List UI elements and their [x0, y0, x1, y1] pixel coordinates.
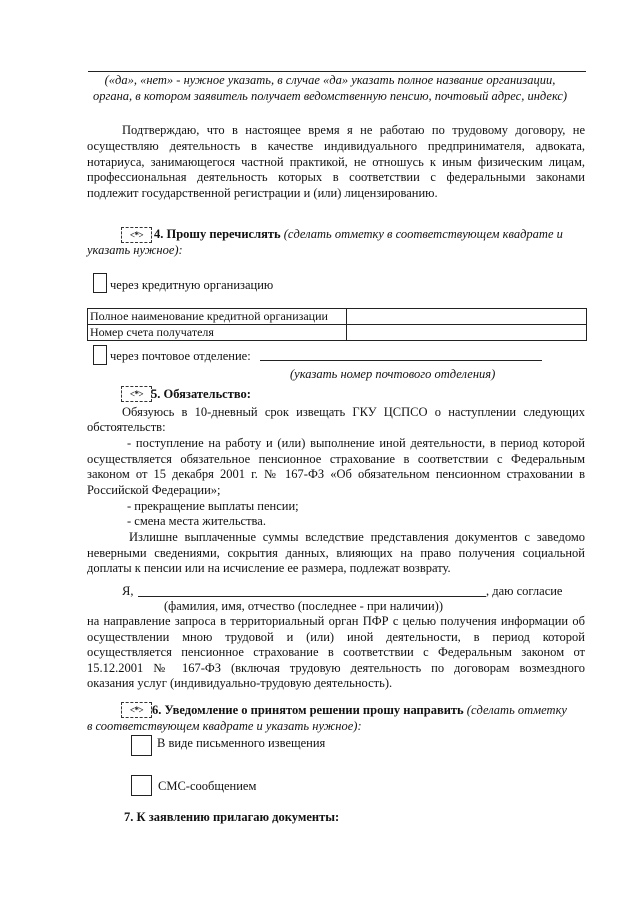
consent-line-5: оказания услуг (индивидуально-трудовую деятельность).	[87, 676, 393, 690]
confirm-line-3: нотариуса, занимающегося частной практикой, не отношусь к иным физическим лицам,	[87, 155, 585, 169]
consent-i: Я,	[122, 584, 134, 598]
s5-line-7: - прекращение выплаты пенсии;	[127, 499, 299, 513]
section-4-hint: (сделать отметку в соответствующем квадрате и	[283, 227, 563, 241]
note-mark-icon: <*>	[121, 227, 152, 243]
s5-line-5: законом от 15 декабря 2001 г. № 167-ФЗ «Об обязательном пенсионном страховании в	[87, 467, 585, 481]
bank-option-label: через кредитную организацию	[110, 278, 274, 292]
letter-option-label: В виде письменного извещения	[157, 736, 326, 750]
bank-name-label: Полное наименование кредитной организации	[88, 309, 347, 325]
top-note-line-2: органа, в котором заявитель получает ведомственную пенсию, почтовый адрес, индекс)	[92, 89, 568, 103]
note-mark-icon: <*>	[121, 386, 152, 402]
table-row	[88, 309, 587, 325]
consent-line-4: 15.12.2001 № 167-ФЗ (включая трудовую деятельность по договорам возмездного	[87, 661, 585, 675]
section-4-title: 4. Прошу перечислять	[154, 227, 281, 241]
post-office-hint: (указать номер почтового отделения)	[290, 367, 496, 381]
section-4-hint-cont: указать нужное):	[87, 243, 183, 257]
consent-line-3: осуществляется пенсионное страхование в соответствии с Федеральным законом от	[87, 645, 585, 659]
consent-agree: , даю согласие	[486, 584, 563, 598]
fio-hint: (фамилия, имя, отчество (последнее - при наличии))	[164, 599, 443, 613]
top-rule	[88, 71, 586, 72]
account-number-field[interactable]	[347, 325, 587, 341]
top-note-line-1: («да», «нет» - нужное указать, в случае «да» указать полное название организации,	[104, 73, 556, 87]
confirm-line-5: подлежит государственной регистрации и (или) лицензированию.	[87, 186, 438, 200]
table-row	[88, 325, 587, 341]
bank-details-table	[87, 308, 587, 341]
sms-option-label: СМС-сообщением	[158, 779, 257, 793]
s5-line-1: Обязуюсь в 10-дневный срок извещать ГКУ ЦСПСО о наступлении следующих	[122, 405, 585, 419]
post-option-label: через почтовое отделение:	[110, 349, 251, 363]
bank-name-field[interactable]	[347, 309, 587, 325]
s5-line-8: - смена места жительства.	[127, 514, 266, 528]
section-6-title: 6. Уведомление о принятом решении прошу направить	[152, 703, 464, 717]
s5-line-6: Российской Федерации»;	[87, 483, 221, 497]
fio-field[interactable]	[138, 596, 486, 597]
account-number-label: Номер счета получателя	[88, 325, 347, 341]
section-7-title: 7. К заявлению прилагаю документы:	[124, 810, 340, 824]
s5-line-9: Излишне выплаченные суммы вследствие представления документов с заведомо	[129, 530, 585, 544]
consent-line-1: на направление запроса в территориальный орган ПФР с целью получения информации об	[87, 614, 585, 628]
post-office-field[interactable]	[260, 360, 542, 361]
consent-line-2: осуществлении мною трудовой и (или) иной деятельности, в период которой	[87, 630, 585, 644]
bank-checkbox[interactable]	[93, 273, 107, 293]
confirm-line-1: Подтверждаю, что в настоящее время я не работаю по трудовому договору, не	[122, 123, 585, 137]
confirm-line-4: профессиональная деятельность которых в соответствии с федеральными законами	[87, 170, 585, 184]
letter-checkbox[interactable]	[131, 735, 152, 756]
note-mark-icon: <*>	[121, 702, 152, 718]
confirm-line-2: осуществляю деятельность в качестве индивидуального предпринимателя, адвоката,	[87, 139, 585, 153]
s5-line-10: неверными сведениями, сокрытия данных, влияющих на право получения социальной	[87, 546, 585, 560]
post-checkbox[interactable]	[93, 345, 107, 365]
s5-line-4: осуществляется обязательное пенсионное страхование в соответствии с Федеральным	[87, 452, 585, 466]
s5-line-3: - поступление на работу и (или) выполнение иной деятельности, в период которой	[127, 436, 585, 450]
s5-line-11: доплаты к пенсии или на исчисление ее размера, подлежат возврату.	[87, 561, 451, 575]
section-6-heading	[152, 703, 588, 719]
section-4-heading	[154, 227, 588, 243]
section-5-title: 5. Обязательство:	[151, 387, 251, 401]
section-6-hint: (сделать отметку	[466, 703, 567, 717]
section-6-hint-cont: в соответствующем квадрате и указать нужное):	[87, 719, 362, 733]
s5-line-2: обстоятельств:	[87, 420, 166, 434]
sms-checkbox[interactable]	[131, 775, 152, 796]
